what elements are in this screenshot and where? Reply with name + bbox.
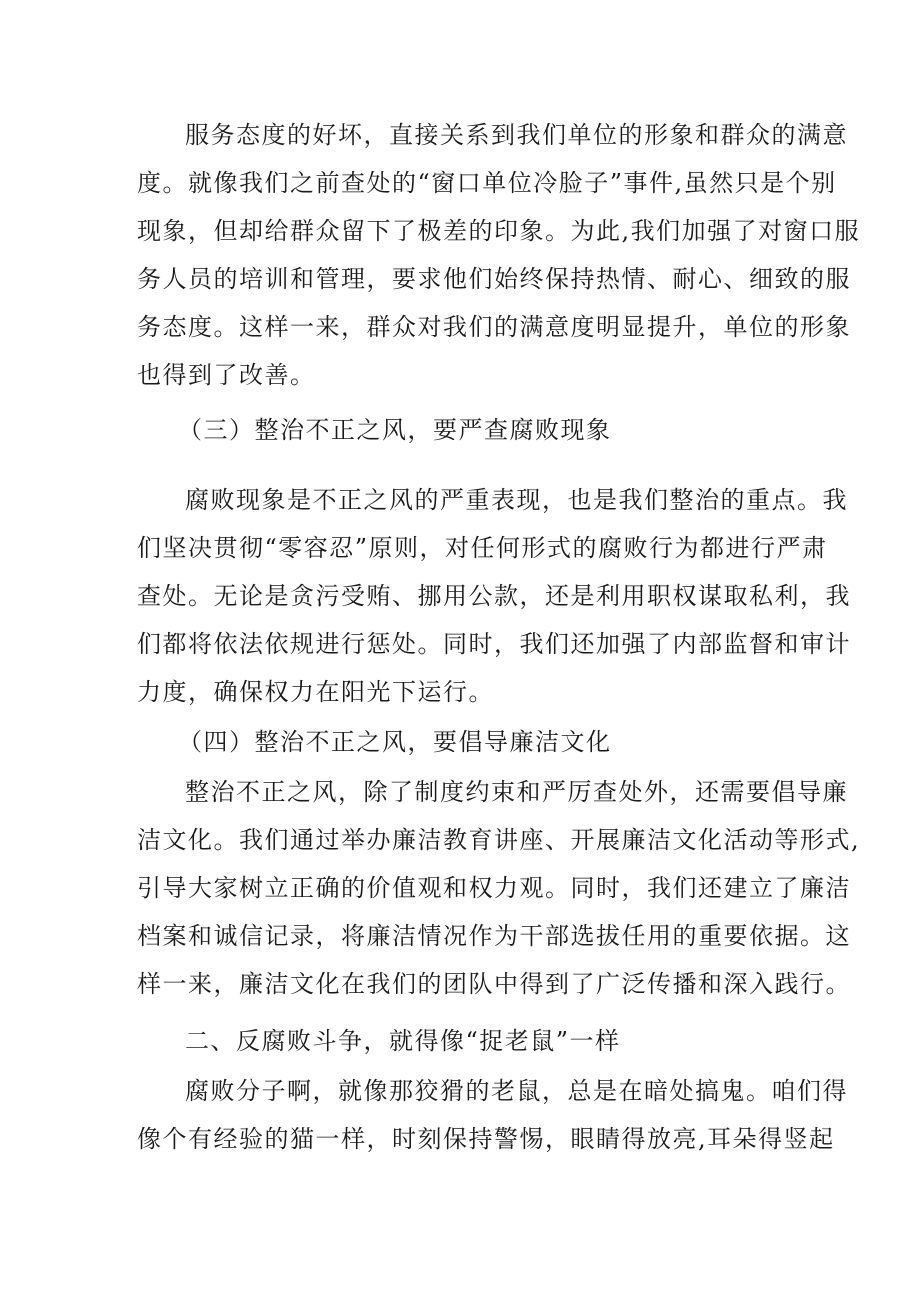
paragraph-line: 也得到了改善。 — [137, 361, 316, 389]
paragraph-line: 现象，但却给群众留下了极差的印象。为此,我们加强了对窗口服 — [137, 217, 861, 245]
paragraph-line: 力度，确保权力在阳光下运行。 — [137, 678, 494, 706]
paragraph-line: 度。就像我们之前查处的“窗口单位冷脸子”事件,虽然只是个别 — [137, 169, 837, 197]
section-heading-4: （四）整治不正之风，要倡导廉洁文化 — [178, 728, 612, 756]
paragraph-line: 们坚决贯彻“零容忍”原则，对任何形式的腐败行为都进行严肃 — [137, 534, 828, 562]
paragraph-line: 引导大家树立正确的价值观和权力观。同时，我们还建立了廉洁 — [137, 874, 851, 902]
paragraph-line: 洁文化。我们通过举办廉洁教育讲座、开展廉洁文化活动等形式, — [137, 826, 861, 854]
paragraph-line: 像个有经验的猫一样，时刻保持警惕，眼睛得放亮,耳朵得竖起 — [137, 1125, 835, 1153]
paragraph-line: 查处。无论是贪污受贿、挪用公款，还是利用职权谋取私利，我 — [137, 582, 851, 610]
paragraph-line: 腐败分子啊，就像那狡猾的老鼠，总是在暗处搞鬼。咱们得 — [185, 1077, 848, 1105]
section-heading-3: （三）整治不正之风，要严查腐败现象 — [178, 416, 612, 444]
paragraph-line: 们都将依法依规进行惩处。同时，我们还加强了内部监督和审计 — [137, 630, 851, 658]
paragraph-line: 整治不正之风，除了制度约束和严厉查处外，还需要倡导廉 — [185, 778, 848, 806]
paragraph-line: 务人员的培训和管理，要求他们始终保持热情、耐心、细致的服 — [137, 265, 851, 293]
paragraph-line: 档案和诚信记录，将廉洁情况作为干部选拔任用的重要依据。这 — [137, 922, 851, 950]
paragraph-line: 务态度。这样一来，群众对我们的满意度明显提升，单位的形象 — [137, 313, 851, 341]
paragraph-line: 服务态度的好坏，直接关系到我们单位的形象和群众的满意 — [185, 121, 848, 149]
paragraph-line: 样一来，廉洁文化在我们的团队中得到了广泛传播和深入践行。 — [137, 970, 851, 998]
section-heading-2: 二、反腐败斗争，就得像“捉老鼠”一样 — [185, 1027, 621, 1055]
paragraph-line: 腐败现象是不正之风的严重表现，也是我们整治的重点。我 — [185, 486, 848, 514]
